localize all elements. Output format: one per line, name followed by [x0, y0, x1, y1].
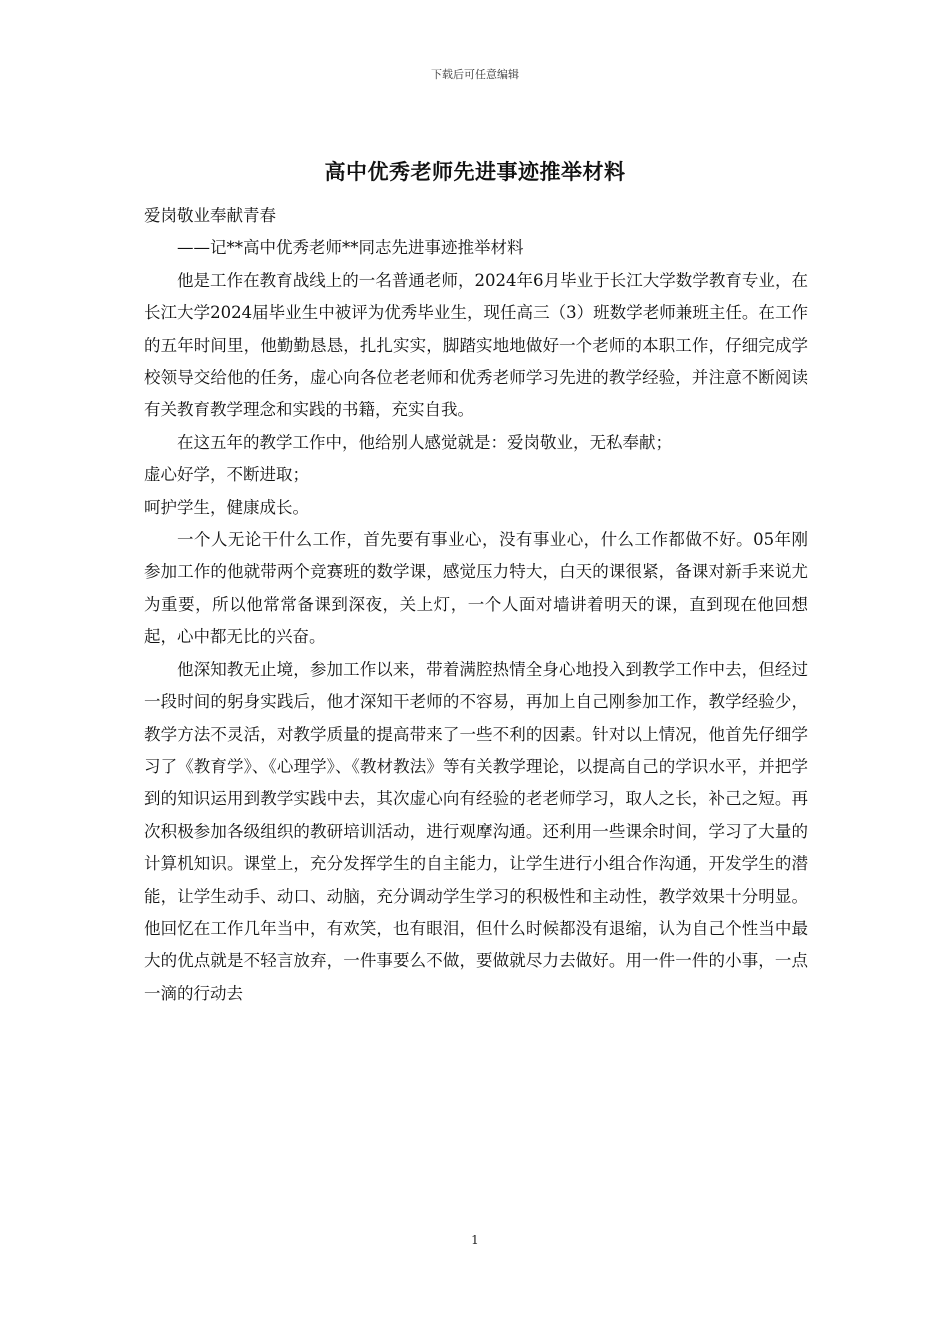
paragraph-dedication: 一个人无论干什么工作，首先要有事业心，没有事业心，什么工作都做不好。05年刚参加工作的他就带两个竞赛班的数学课，感觉压力特大，白天的课很紧，备课对新手来说尤为重要，所以他常常备课到深夜，关上灯，一个人面对墙讲着明天的课，直到现在他回想起，心中都无比的兴奋。: [144, 530, 808, 647]
paragraph-learning: 他深知教无止境，参加工作以来，带着满腔热情全身心地投入到教学工作中去，但经过一段时间的躬身实践后，他才深知干老师的不容易，再加上自己刚参加工作，教学经验少，教学方法不灵活，对教学质量的提高带来了一些不利的因素。针对以上情况，他首先仔细学习了《教育学》、《心理学》、《教材教法》等有关教学理论，以提高自己的学识水平，并把学到的知识运用到教学实践中去，其次虚心向有经验的老老师学习，取人之长，补己之短。再次积极参加各级组织的教研培训活动，进行观摩沟通。还利用一些课余时间，学习了大量的计算机知识。课堂上，充分发挥学生的自主能力，让学生进行小组合作沟通，开发学生的潜能，让学生动手、动口、动脑，充分调动学生学习的积极性和主动性，教学效果十分明显。他回忆在工作几年当中，有欢笑，也有眼泪，但什么时候都没有退缩，认为自己个性当中最大的优点就是不轻言放弃，一件事要么不做，要做就尽力去做好。用一件一件的小事，一点一滴的行动去: [144, 659, 808, 1003]
page-number: 1: [471, 1233, 479, 1247]
paragraph-intro: 他是工作在教育战线上的一名普通老师，2024年6月毕业于长江大学数学教育专业，在长江大学2024届毕业生中被评为优秀毕业生，现任高三（3）班数学老师兼班主任。在工作的五年时间里，他勤勤恳恳，扎扎实实，脚踏实地地做好一个老师的本职工作，仔细完成学校领导交给他的任务，虚心向各位老老师和优秀老师学习先进的教学经验，并注意不断阅读有关教育教学理念和实践的书籍，充实自我。: [144, 270, 808, 420]
paragraph-quality-3: 呵护学生，健康成长。: [144, 497, 309, 517]
paragraph-summary: 在这五年的教学工作中，他给别人感觉就是：爱岗敬业，无私奉献；: [177, 432, 672, 452]
document-subtitle: ——记**高中优秀老师**同志先进事迹推举材料: [177, 238, 524, 258]
document-heading: 爱岗敬业奉献青春: [144, 206, 276, 225]
document-title: 高中优秀老师先进事迹推举材料: [324, 159, 626, 184]
page-header-note: 下载后可任意编辑: [431, 68, 519, 81]
document-body: [144, 200, 808, 1010]
paragraph-quality-2: 虚心好学，不断进取；: [144, 465, 309, 485]
